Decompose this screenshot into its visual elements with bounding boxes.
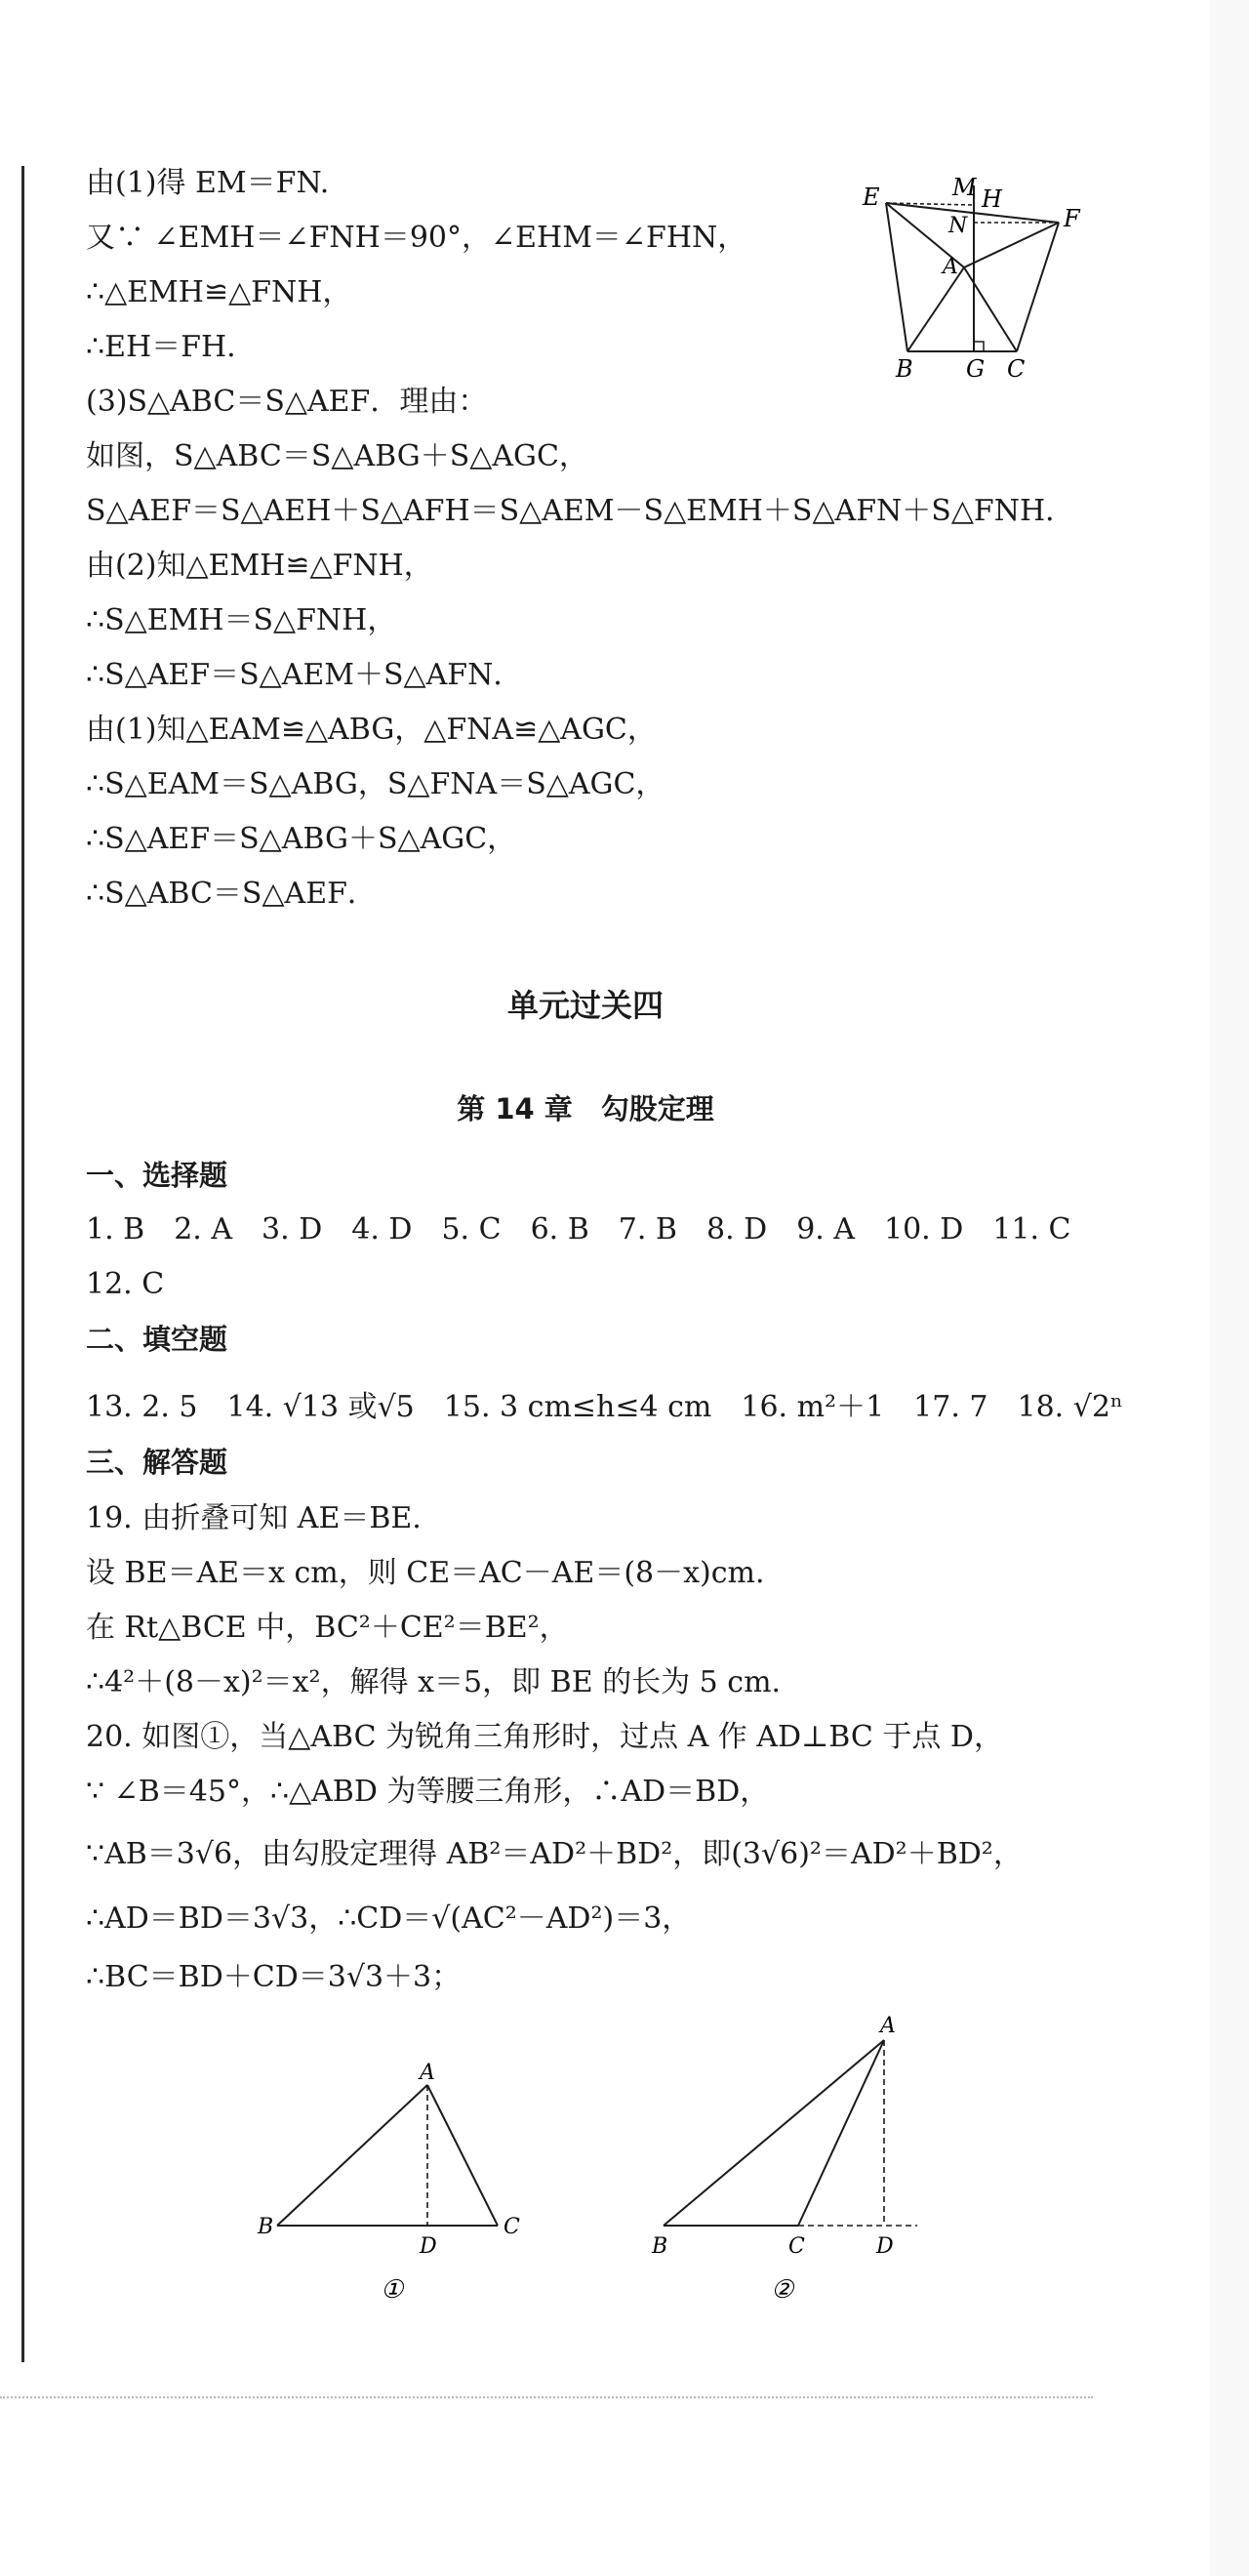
figure-2-obtuse-triangle (634, 1991, 956, 2333)
line-AC (964, 267, 1017, 351)
solution-line: ∴AD＝BD＝3√3，∴CD＝√(AC²－AD²)＝3， (86, 1901, 692, 1936)
solution-line: 在 Rt△BCE 中，BC²＋CE²＝BE²， (86, 1611, 569, 1645)
proof-line: 由(2)知△EMH≌△FNH， (86, 549, 433, 583)
label-A: A (943, 255, 958, 279)
label-H: H (982, 185, 1002, 213)
figure-1-acute-triangle (244, 2050, 556, 2333)
solution-line: ∵ ∠B＝45°，∴△ABD 为等腰三角形，∴AD＝BD， (86, 1775, 770, 1809)
fig1-label-A: A (420, 2061, 435, 2085)
section-heading-fill: 二、填空题 (86, 1323, 228, 1356)
fig2-label-A: A (880, 2014, 896, 2038)
line-AF (964, 223, 1059, 267)
fig2-caption: ② (771, 2275, 794, 2305)
solution-line: ∴BC＝BD＋CD＝3√3＋3； (86, 1960, 462, 1994)
proof-line: ∴S△EMH＝S△FNH， (86, 603, 397, 637)
line-FC (1017, 223, 1059, 351)
margin-rule (21, 166, 24, 2362)
right-angle-mark (974, 342, 984, 351)
fig2-label-D: D (876, 2234, 894, 2259)
label-F: F (1064, 205, 1080, 232)
proof-line: ∴S△AEF＝S△ABG＋S△AGC， (86, 822, 517, 856)
chapter-title: 第 14 章 勾股定理 (457, 1092, 714, 1125)
footer-dotted-rule (0, 2396, 1093, 2398)
solution-line: ∵AB＝3√6，由勾股定理得 AB²＝AD²＋BD²，即(3√6)²＝AD²＋BD²， (86, 1837, 1023, 1871)
section-heading-choice: 一、选择题 (86, 1159, 228, 1192)
proof-line: 如图，S△ABC＝S△ABG＋S△AGC， (86, 439, 588, 473)
label-E: E (863, 184, 880, 211)
line-AB (907, 267, 964, 351)
figure-quadrilateral (859, 166, 1103, 390)
solution-line: 设 BE＝AE＝x cm，则 CE＝AC－AE＝(8－x)cm. (86, 1556, 765, 1590)
proof-line: (3)S△ABC＝S△AEF．理由： (86, 385, 488, 419)
choice-answers: 1. B 2. A 3. D 4. D 5. C 6. B 7. B 8. D 9. A 10. D 11. C (86, 1212, 1071, 1247)
solution-line: 20. 如图①，当△ABC 为锐角三角形时，过点 A 作 AD⊥BC 于点 D， (86, 1720, 1003, 1754)
label-N: N (948, 214, 968, 238)
fig1-label-C: C (504, 2215, 520, 2239)
fig2-label-C: C (788, 2234, 805, 2259)
fig1-caption: ① (381, 2275, 404, 2305)
solution-line: ∴4²＋(8－x)²＝x²，解得 x＝5，即 BE 的长为 5 cm. (86, 1665, 782, 1699)
line-EB (886, 203, 907, 351)
choice-answers: 12. C (86, 1267, 165, 1301)
fill-answers: 13. 2. 5 14. √13 或√5 15. 3 cm≤h≤4 cm 16. m²＋1 17. 7 18. √2ⁿ (86, 1390, 1123, 1424)
unit-title: 单元过关四 (506, 987, 664, 1024)
section-heading-solve: 三、解答题 (86, 1446, 228, 1479)
solution-line: 19. 由折叠可知 AE＝BE. (86, 1501, 422, 1535)
label-C: C (1007, 355, 1026, 383)
label-G: G (966, 355, 986, 383)
proof-line: S△AEF＝S△AEH＋S△AFH＝S△AEM－S△EMH＋S△AFN＋S△FNH． (86, 494, 1075, 528)
proof-line: 又∵ ∠EMH＝∠FNH＝90°，∠EHM＝∠FHN， (86, 221, 747, 255)
label-M: M (952, 174, 977, 201)
proof-line: 由(1)知△EAM≌△ABG，△FNA≌△AGC， (86, 713, 657, 747)
proof-line: ∴S△ABC＝S△AEF． (86, 877, 377, 911)
proof-line: ∴S△EAM＝S△ABG，S△FNA＝S△AGC， (86, 767, 665, 801)
line-EF (886, 203, 1059, 223)
proof-line: ∴S△AEF＝S△AEM＋S△AFN． (86, 658, 523, 692)
proof-line: ∴△EMH≌△FNH， (86, 275, 352, 309)
fig1-label-B: B (258, 2215, 274, 2239)
fig1-label-D: D (420, 2234, 437, 2259)
label-B: B (896, 355, 913, 383)
proof-line: ∴EH＝FH. (86, 330, 236, 364)
fig2-label-B: B (652, 2234, 668, 2259)
proof-line: 由(1)得 EM＝FN. (86, 166, 330, 200)
